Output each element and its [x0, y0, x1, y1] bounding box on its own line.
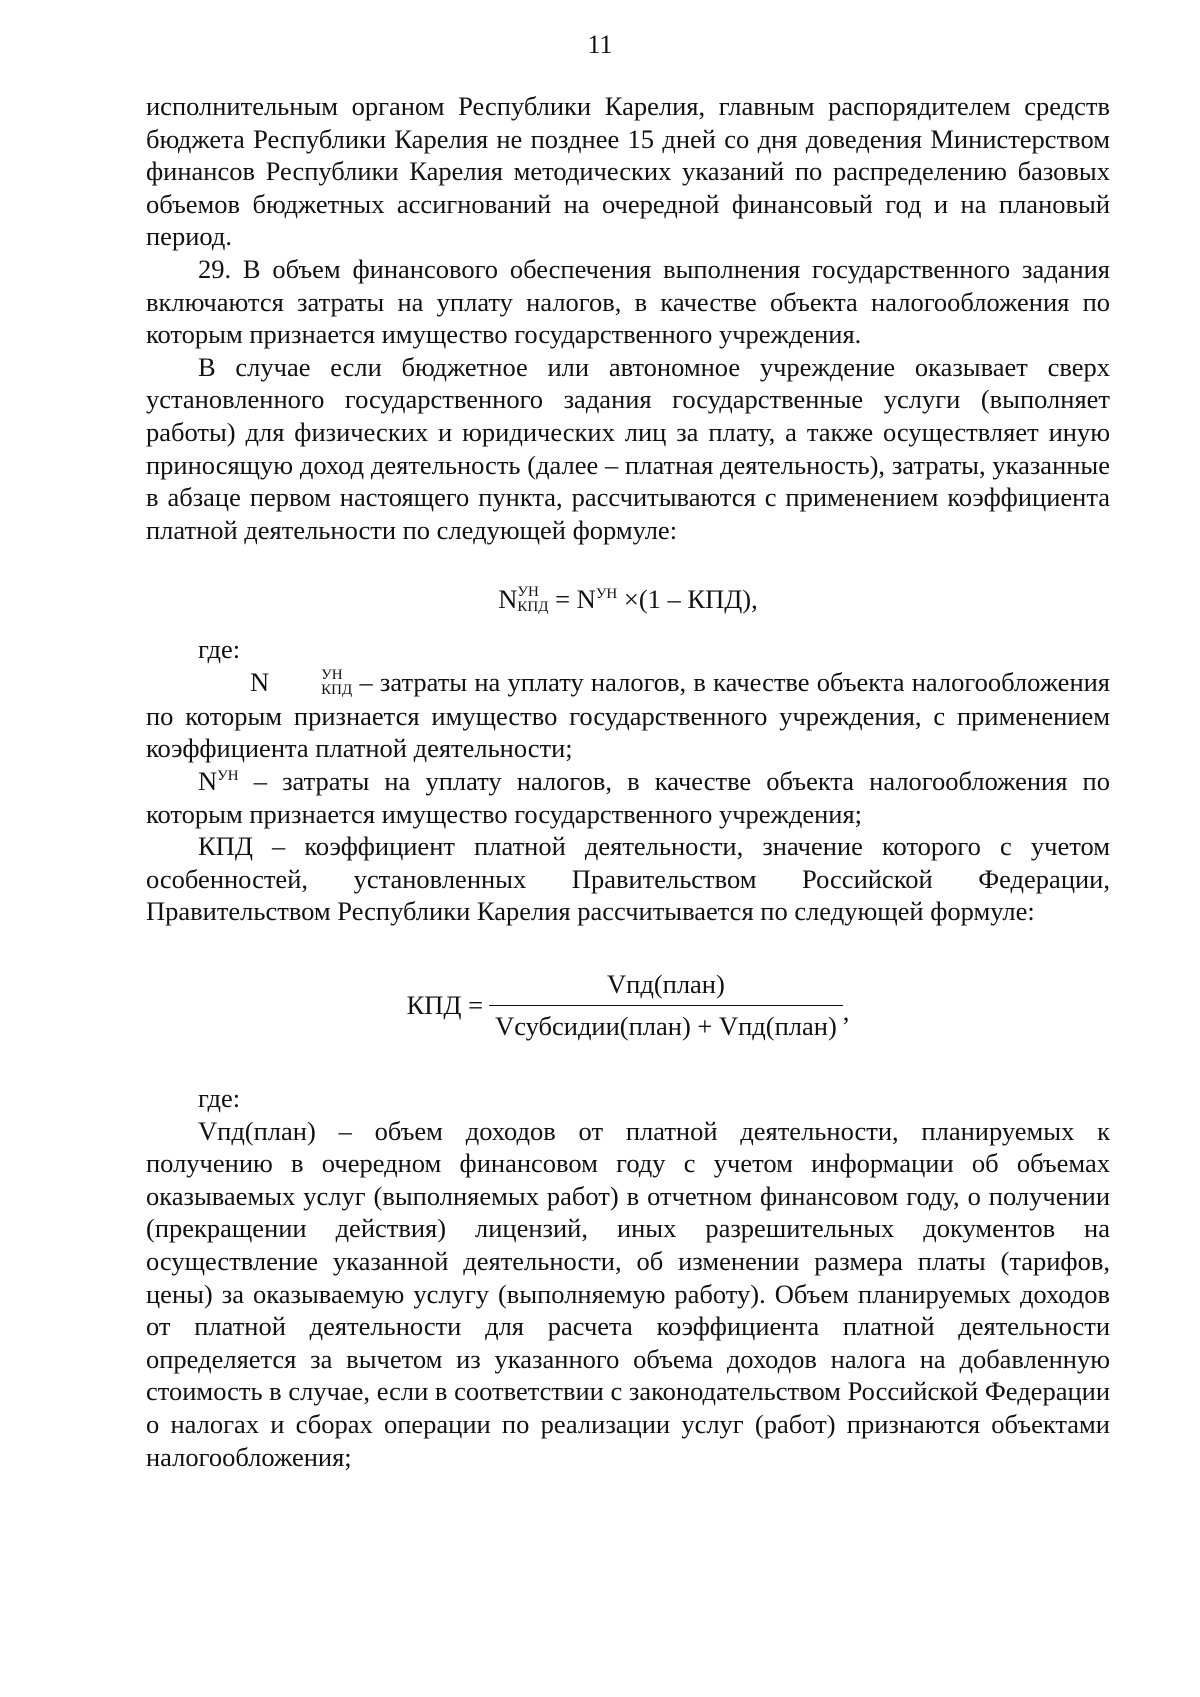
formula-kpd-numerator: Vпд(план) — [489, 968, 843, 1006]
where-label-1: где: — [198, 634, 241, 665]
def1-base: N — [250, 666, 270, 697]
definition-kpd: КПД – коэффициент платной деятельности, значение которого с учетом особенностей, установленных Правительством Российской Федерации, Правительством Республики Карелия рассчитывается по следующей формуле: — [146, 831, 1110, 927]
formula-kpd-fraction — [489, 968, 843, 1042]
document-body — [146, 90, 1110, 1473]
paragraph-paid-activity: В случае если бюджетное или автономное учреждение оказывает сверх установленного государственного задания государственные услуги (выполняет работы) для физических и юридических лиц за плату, а также осуществляет иную приносящую доход деятельность (далее – платная деятельность), затраты, указанные в абзаце первом настоящего пункта, рассчитываются с применением коэффициента платной деятельности по следующей формуле: — [146, 351, 1110, 545]
def2-text: – затраты на уплату налогов, в качестве объекта налогообложения по которым признается имущество государственного учреждения; — [146, 765, 1110, 829]
formula-equals: = — [548, 584, 577, 615]
def1-text: – затраты на уплату налогов, в качестве объекта налогообложения по которым признается имущество государственного учреждения, с применением коэффициента платной деятельности; — [146, 666, 1110, 764]
formula-rhs-sup: УН — [595, 586, 618, 603]
formula-tax-costs — [146, 584, 1110, 617]
definition-n-un — [146, 765, 1110, 830]
formula-kpd-denominator: Vсубсидии(план) + Vпд(план) — [495, 1010, 837, 1041]
definition-n-kpd — [146, 666, 1110, 765]
formula-lhs-sup: УН — [517, 584, 539, 601]
paragraph-item-29: 29. В объем финансового обеспечения выполнения государственного задания включаются затраты на уплату налогов, в качестве объекта налогообложения по которым признается имущество государственного учреждения. — [146, 253, 1110, 350]
definition-n-kpd-symbol — [198, 666, 352, 700]
def2-base: N — [198, 765, 218, 796]
formula-lhs-sub: КПД — [517, 599, 549, 616]
formula-lhs-symbol — [498, 584, 548, 617]
formula-kpd-trail: , — [842, 995, 850, 1026]
def1-sub: КПД — [321, 681, 353, 698]
formula-kpd — [146, 968, 1110, 1042]
page-number: 11 — [587, 30, 613, 59]
def2-sup: УН — [217, 767, 239, 784]
def1-indices — [269, 668, 352, 698]
where-label-2: где: — [198, 1083, 241, 1114]
def1-sup: УН — [321, 666, 343, 683]
paragraph-continuation: исполнительным органом Республики Карелия, главным распорядителем средств бюджета Республики Карелия не позднее 15 дней со дня доведения Министерством финансов Республики Карелия методических указаний по распределению базовых объемов бюджетных ассигнований на очередной финансовый год и на плановый период. — [146, 91, 1110, 252]
formula-kpd-lhs: КПД = — [406, 989, 484, 1020]
definition-vpd-plan: Vпд(план) – объем доходов от платной деятельности, планируемых к получению в очередном финансовом году с учетом информации об объемах оказываемых услуг (выполняемых работ) в отчетном финансовом году, о получении (прекращении действия) лицензий, иных разрешительных документов на осуществление указанной деятельности, об изменении размера платы (тарифов, цены) за оказываемую услугу (выполняемую работу). Объем планируемых доходов от платной деятельности для расчета коэффициента платной деятельности определяется за вычетом из указанного объема доходов налога на добавленную стоимость в случае, если в соответствии с законодательством Российской Федерации о налогах и сборах операции по реализации услуг (работ) признаются объектами налогообложения; — [146, 1115, 1110, 1472]
formula-rhs-tail: ×(1 – КПД), — [617, 584, 758, 615]
formula-rhs-base: N — [576, 584, 596, 615]
formula-lhs-indices — [517, 585, 548, 615]
formula-lhs-base: N — [498, 584, 518, 615]
